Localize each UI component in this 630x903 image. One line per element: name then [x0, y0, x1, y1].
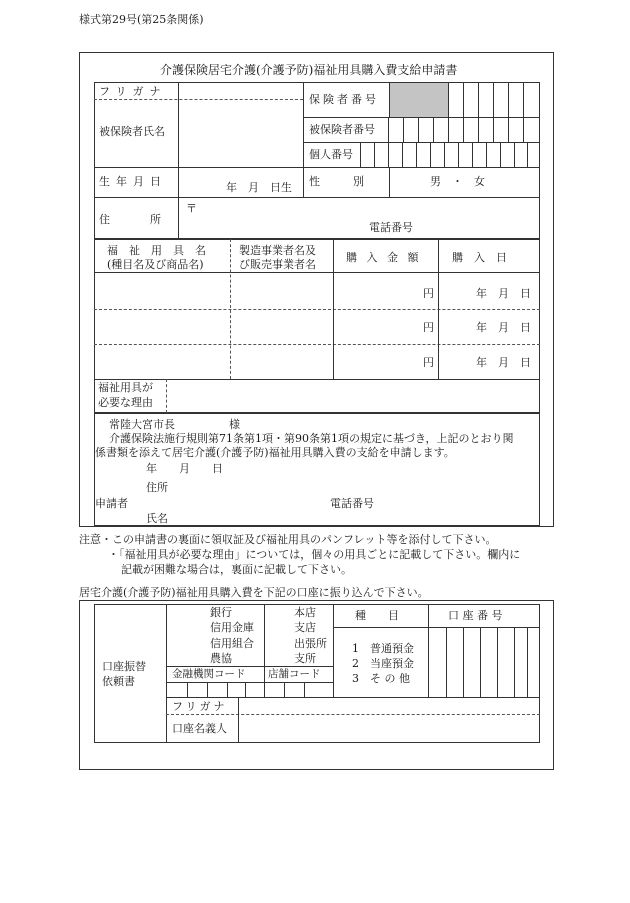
row1-date: 年 月 日 [476, 287, 531, 300]
account-type-3: 3 そ の 他 [352, 672, 410, 685]
account-number-header: 口 座 番 号 [448, 609, 503, 622]
branch-type-3: 出張所 [294, 637, 327, 650]
insured-number-label: 被保険者番号 [309, 123, 375, 136]
items-header-maker-2: び販売事業者名 [239, 258, 316, 271]
account-type-header: 種 目 [355, 609, 399, 622]
insurer-number-label: 保険者番号 [309, 93, 379, 106]
applicant-address-label: 住所 [146, 481, 168, 494]
bank-type-3: 信用組合 [210, 637, 254, 650]
addressee: 常陸大宮市長 [109, 418, 175, 431]
application-date: 年 月 日 [146, 462, 223, 475]
account-holder-label: 口座名義人 [172, 722, 227, 735]
application-body-2: 係書類を添えて居宅介護(介護予防)福祉用具購入費の支給を申請します。 [95, 446, 455, 459]
branch-code-label: 店舗コード [268, 668, 321, 680]
branch-type-4: 支所 [294, 652, 316, 665]
bank-type-2: 信用金庫 [210, 621, 254, 634]
account-type-2: 2 当座預金 [352, 657, 414, 670]
phone-label: 電話番号 [369, 221, 413, 234]
birthdate-format: 年 月 日生 [226, 181, 292, 194]
note-2: ・「福祉用具が必要な理由」については，個々の用具ごとに記載して下さい。欄内に [108, 548, 521, 561]
personal-number-label: 個人番号 [309, 148, 353, 161]
sex-label: 性 別 [309, 175, 364, 188]
form-number: 様式第29号(第25条関係) [79, 13, 204, 26]
row3-date: 年 月 日 [476, 356, 531, 369]
items-header-date: 購 入 日 [452, 251, 507, 264]
note-3: 記載が困難な場合は，裏面に記載して下さい。 [121, 563, 352, 576]
bank-label-1: 口座振替 [102, 660, 146, 673]
applicant-label: 申請者 [95, 497, 128, 510]
items-header-name-1: 福 祉 用 具 名 [107, 244, 206, 257]
bank-type-4: 農協 [210, 652, 232, 665]
furigana-label: フリガナ [99, 85, 167, 98]
account-type-1: 1 普通預金 [352, 642, 414, 655]
applicant-phone-label: 電話番号 [330, 497, 374, 510]
sex-options: 男 ・ 女 [430, 175, 485, 188]
insured-name-label: 被保険者氏名 [99, 125, 165, 138]
items-header-maker-1: 製造事業者名及 [239, 244, 316, 257]
reason-label-1: 福祉用具が [98, 381, 153, 394]
bank-instruction: 居宅介護(介護予防)福祉用具購入費を下記の口座に振り込んで下さい。 [79, 586, 429, 599]
branch-type-1: 本店 [294, 606, 316, 619]
bank-type-1: 銀行 [210, 606, 232, 619]
reason-label-2: 必要な理由 [98, 396, 153, 409]
row3-yen: 円 [423, 356, 434, 369]
bank-code-label: 金融機関コード [172, 668, 246, 680]
note-1: 注意・この申請書の裏面に領収証及び福祉用具のパンフレット等を添付して下さい。 [79, 533, 497, 546]
bank-label-2: 依頼書 [102, 675, 135, 688]
insurer-number-shaded [390, 83, 448, 117]
items-header-amount: 購 入 金 額 [346, 251, 422, 264]
items-header-name-2: (種目名及び商品名) [107, 258, 204, 271]
honorific: 様 [229, 418, 240, 431]
bank-furigana-label: フリガナ [172, 700, 228, 713]
form-title: 介護保険居宅介護(介護予防)福祉用具購入費支給申請書 [160, 63, 458, 77]
row2-date: 年 月 日 [476, 321, 531, 334]
row2-yen: 円 [423, 321, 434, 334]
address-label: 住 所 [99, 213, 167, 226]
application-body-1: 介護保険法施行規則第71条第1項・第90条第1項の規定に基づき，上記のとおり関 [109, 432, 514, 445]
applicant-name-label: 氏名 [146, 512, 168, 525]
birthdate-label: 生年月日 [99, 175, 167, 188]
branch-type-2: 支店 [294, 621, 316, 634]
postal-mark: 〒 [186, 202, 197, 215]
row1-yen: 円 [423, 287, 434, 300]
